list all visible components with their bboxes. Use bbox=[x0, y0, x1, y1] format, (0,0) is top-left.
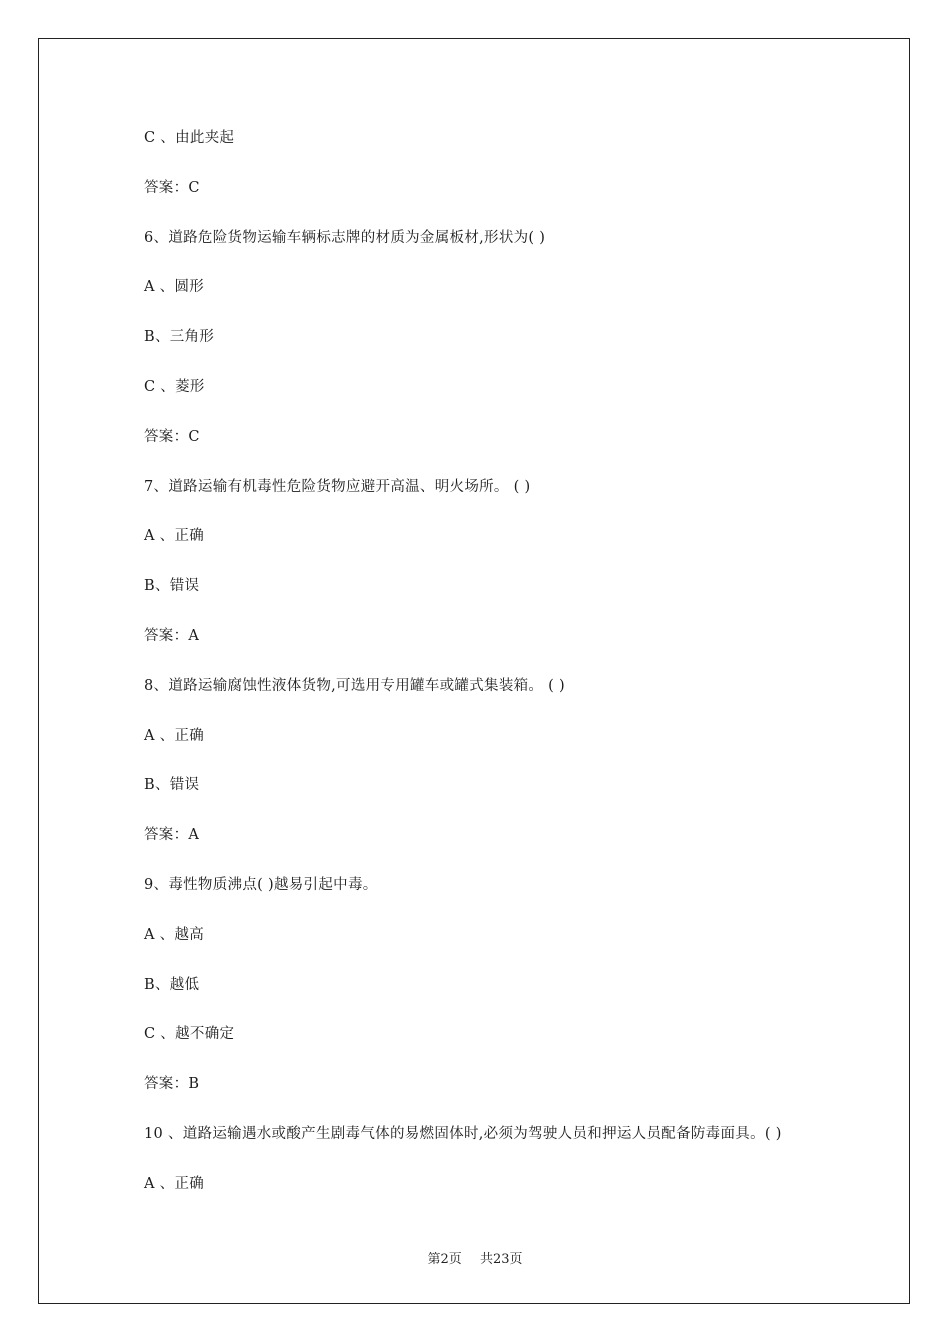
question-8: 8、道路运输腐蚀性液体货物,可选用专用罐车或罐式集装箱。 ( ) bbox=[144, 677, 565, 694]
option-b-text: B、错误 bbox=[144, 777, 200, 794]
page-number: 第2页 bbox=[427, 1252, 462, 1267]
option-c-text: C 、越不确定 bbox=[144, 1026, 235, 1043]
option-b-text: B、错误 bbox=[144, 578, 200, 595]
option-a-text: A 、圆形 bbox=[144, 279, 205, 296]
option-a-text: A 、正确 bbox=[144, 727, 205, 744]
question-6: 6、道路危险货物运输车辆标志牌的材质为金属板材,形状为( ) bbox=[144, 229, 546, 246]
question-7: 7、道路运输有机毒性危险货物应避开高温、明火场所。 ( ) bbox=[144, 478, 531, 495]
option-a-text: A 、越高 bbox=[144, 926, 205, 943]
answer-text: 答案：C bbox=[144, 428, 200, 445]
option-a-text: A 、正确 bbox=[144, 528, 205, 545]
option-b-text: B、三角形 bbox=[144, 329, 215, 346]
question-10: 10 、道路运输遇水或酸产生剧毒气体的易燃固体时,必须为驾驶人员和押运人员配备防毒面具。( ) bbox=[144, 1125, 782, 1142]
option-b-text: B、越低 bbox=[144, 976, 200, 993]
question-9: 9、毒性物质沸点( )越易引起中毒。 bbox=[144, 876, 378, 893]
option-a-text: A 、正确 bbox=[144, 1175, 205, 1192]
page-total: 共23页 bbox=[479, 1252, 523, 1267]
answer-text: 答案：A bbox=[144, 627, 200, 644]
answer-text: 答案：C bbox=[144, 179, 200, 196]
option-c-text: C 、由此夹起 bbox=[144, 130, 235, 146]
answer-text: 答案：B bbox=[144, 1076, 200, 1093]
option-c-text: C 、菱形 bbox=[144, 378, 205, 395]
document-body bbox=[144, 118, 864, 1214]
answer-text: 答案：A bbox=[144, 827, 200, 844]
page-footer bbox=[0, 1248, 950, 1267]
